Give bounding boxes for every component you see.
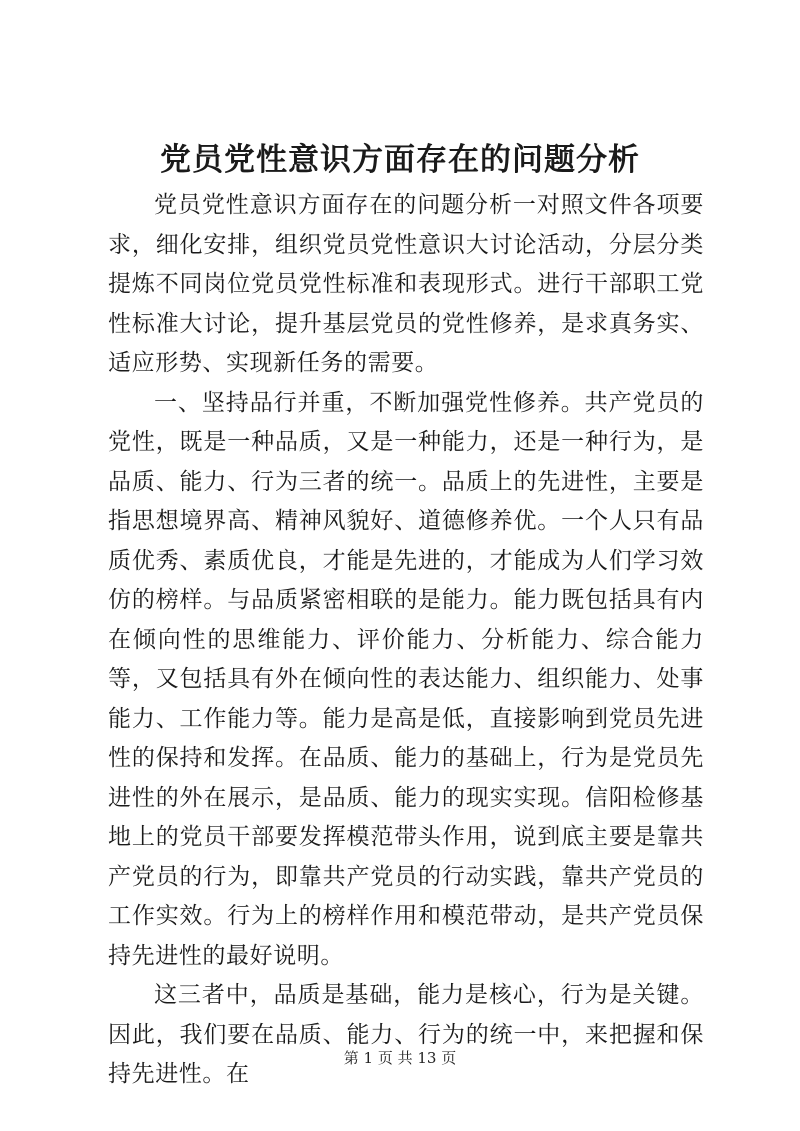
- document-title: 党员党性意识方面存在的问题分析: [160, 142, 640, 178]
- paragraph-section-one: 一、坚持品行并重，不断加强党性修养。共产党员的党性，既是一种品质，又是一种能力，还是一种行为，是品质、能力、行为三者的统一。品质上的先进性，主要是指思想境界高、精神风貌好、道德修养优。一个人只有品质优秀、素质优良，才能是先进的，才能成为人们学习效仿的榜样。与品质紧密相联的是能力。能力既包括具有内在倾向性的思维能力、评价能力、分析能力、综合能力等，又包括具有外在倾向性的表达能力、组织能力、处事能力、工作能力等。能力是高是低，直接影响到党员先进性的保持和发挥。在品质、能力的基础上，行为是党员先进性的外在展示，是品质、能力的现实实现。信阳检修基地上的党员干部要发挥模范带头作用，说到底主要是靠共产党员的行为，即靠共产党员的行动实践，靠共产党员的工作实效。行为上的榜样作用和模范带动，是共产党员保持先进性的最好说明。: [108, 389, 704, 969]
- page-footer: 第 1 页 共 13 页: [343, 1049, 457, 1067]
- document-body: [108, 186, 704, 1095]
- paragraph-intro: 党员党性意识方面存在的问题分析一对照文件各项要求，细化安排，组织党员党性意识大讨论活动，分层分类提炼不同岗位党员党性标准和表现形式。进行干部职工党性标准大讨论，提升基层党员的党性修养，是求真务实、适应形势、实现新任务的需要。: [108, 192, 704, 376]
- paragraph-conclusion: 这三者中，品质是基础，能力是核心，行为是关键。因此，我们要在品质、能力、行为的统一中，来把握和保持先进性。在: [108, 982, 704, 1087]
